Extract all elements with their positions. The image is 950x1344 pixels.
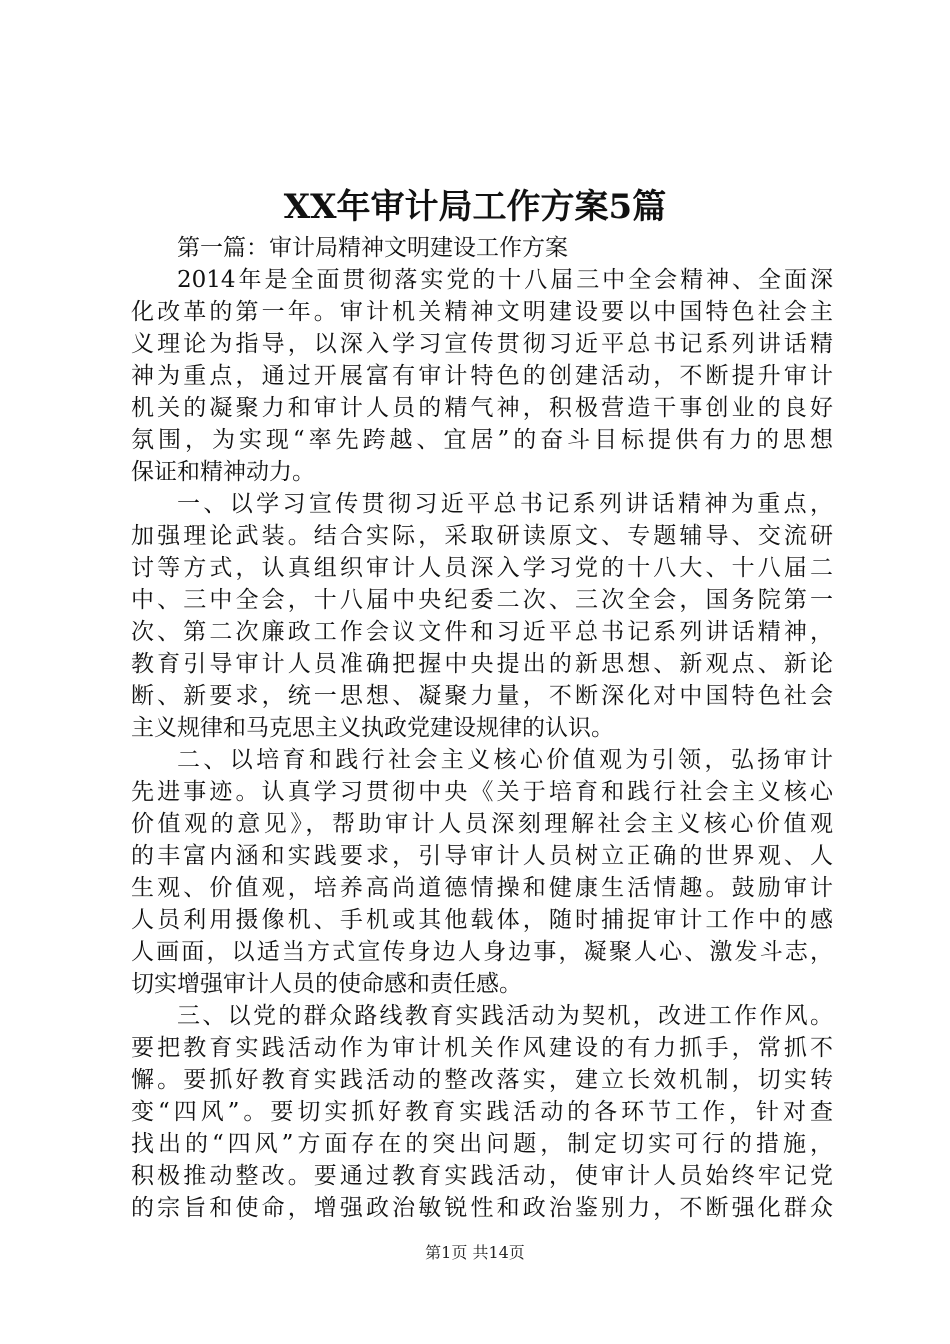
- paragraph-line: 主义规律和马克思主义执政党建设规律的认识。: [131, 715, 614, 741]
- paragraph-line: 生观、价值观，培养高尚道德情操和健康生活情趣。鼓励审计: [131, 875, 833, 901]
- paragraph-line: 中、三中全会，十八届中央纪委二次、三次全会，国务院第一: [131, 587, 833, 613]
- paragraph-line: 先进事迹。认真学习贯彻中央《关于培育和践行社会主义核心: [131, 779, 833, 805]
- paragraph-line: 2014年是全面贯彻落实党的十八届三中全会精神、全面深: [177, 267, 833, 293]
- paragraph-line: 氛围，为实现“率先跨越、宜居”的奋斗目标提供有力的思想: [131, 427, 833, 453]
- paragraph-line: 积极推动整改。要通过教育实践活动，使审计人员始终牢记党: [131, 1163, 833, 1189]
- paragraph-line: 机关的凝聚力和审计人员的精气神，积极营造干事创业的良好: [131, 395, 833, 421]
- paragraph-line: 的宗旨和使命，增强政治敏锐性和政治鉴别力，不断强化群众: [131, 1195, 833, 1221]
- page-footer: 第1页 共14页: [425, 1243, 525, 1262]
- paragraph-line: 加强理论武装。结合实际，采取研读原文、专题辅导、交流研: [131, 523, 833, 549]
- paragraph-line: 懈。要抓好教育实践活动的整改落实，建立长效机制，切实转: [131, 1067, 833, 1093]
- paragraph-line: 价值观的意见》，帮助审计人员深刻理解社会主义核心价值观: [131, 811, 833, 837]
- paragraph-line: 义理论为指导，以深入学习宣传贯彻习近平总书记系列讲话精: [131, 331, 833, 357]
- paragraph-line: 教育引导审计人员准确把握中央提出的新思想、新观点、新论: [131, 651, 833, 677]
- paragraph-line: 讨等方式，认真组织审计人员深入学习党的十八大、十八届二: [131, 555, 833, 581]
- paragraph-line: 化改革的第一年。审计机关精神文明建设要以中国特色社会主: [131, 299, 833, 325]
- paragraph-line: 神为重点，通过开展富有审计特色的创建活动，不断提升审计: [131, 363, 833, 389]
- paragraph-line: 三、以党的群众路线教育实践活动为契机，改进工作作风。: [177, 1003, 833, 1029]
- paragraph-line: 二、以培育和践行社会主义核心价值观为引领，弘扬审计: [177, 747, 833, 773]
- paragraph-line: 切实增强审计人员的使命感和责任感。: [131, 971, 522, 997]
- document-body: [131, 232, 833, 1224]
- paragraph-line: 人员利用摄像机、手机或其他载体，随时捕捉审计工作中的感: [131, 907, 833, 933]
- paragraph-line: 断、新要求，统一思想、凝聚力量，不断深化对中国特色社会: [131, 683, 833, 709]
- paragraph-line: 一、以学习宣传贯彻习近平总书记系列讲话精神为重点，: [177, 491, 833, 517]
- paragraph-line: 人画面，以适当方式宣传身边人身边事，凝聚人心、激发斗志，: [131, 939, 833, 965]
- paragraph-line: 保证和精神动力。: [131, 459, 315, 485]
- paragraph-line: 的丰富内涵和实践要求，引导审计人员树立正确的世界观、人: [131, 843, 833, 869]
- paragraph-line: 找出的“四风”方面存在的突出问题，制定切实可行的措施，: [131, 1131, 833, 1157]
- document-title: XX年审计局工作方案5篇: [283, 187, 667, 227]
- paragraph-line: 变“四风”。要切实抓好教育实践活动的各环节工作，针对查: [131, 1099, 833, 1125]
- paragraph-line: 要把教育实践活动作为审计机关作风建设的有力抓手，常抓不: [131, 1035, 833, 1061]
- paragraph-line: 次、第二次廉政工作会议文件和习近平总书记系列讲话精神，: [131, 619, 833, 645]
- section-heading: 第一篇：审计局精神文明建设工作方案: [177, 235, 568, 261]
